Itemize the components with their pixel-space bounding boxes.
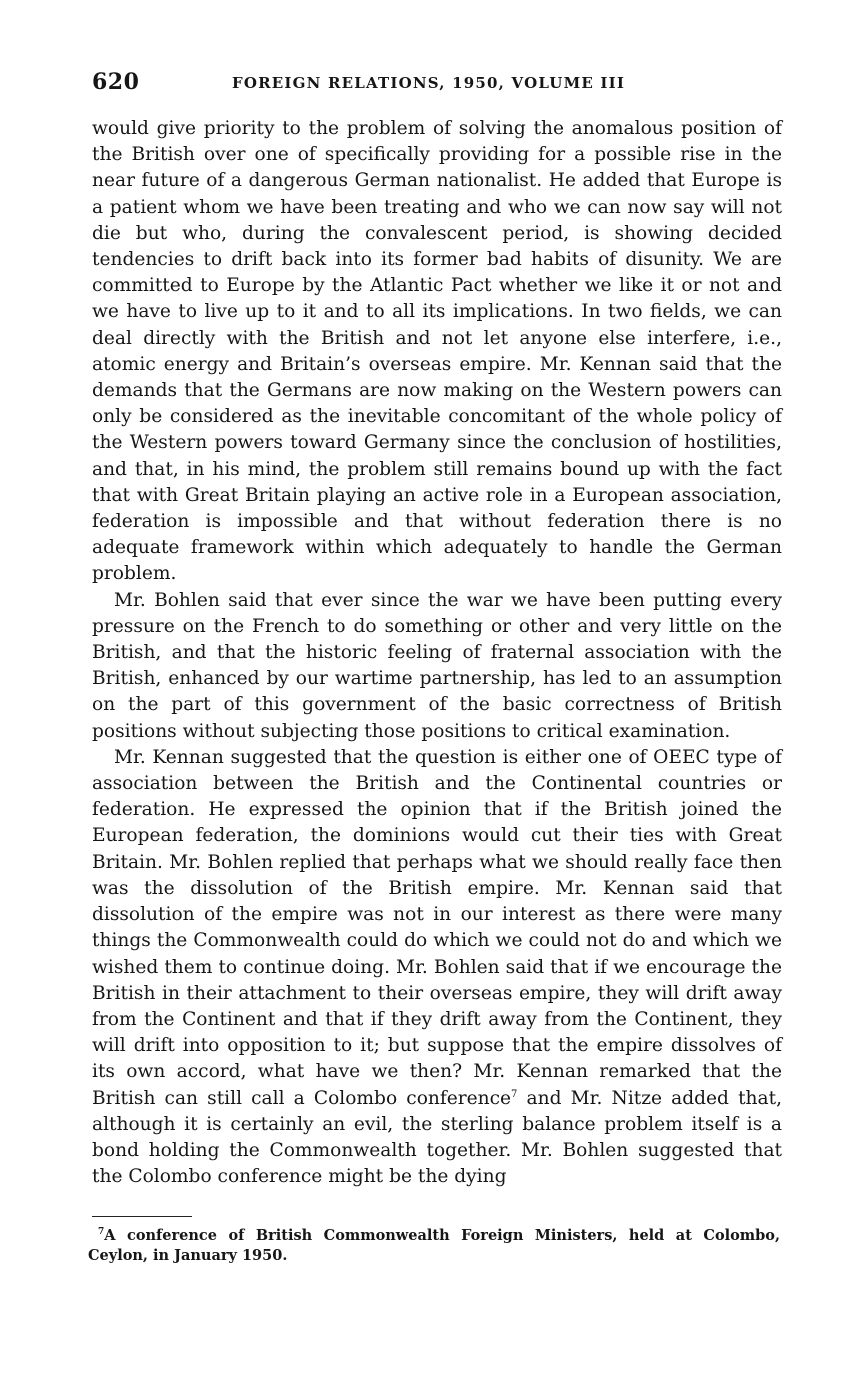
paragraph-kennan-text-1: Mr. Kennan suggested that the question is either one of OEEC type of association between the British and the Continental countries or federation. He expressed the opinion that if the British joined the European federation, the dominions would cut their ties with Great Britain. Mr. Bohlen replied that perhaps what we should really face then was the dissolution of the British empire. Mr. Kennan said that dissolution of the empire was not in our interest as there were many things the Commonwealth could do which we could not do and which we wished them to continue doing. Mr. Bohlen said that if we encourage the British in their attachment to their overseas empire, they will drift away from the Continent and that if they drift away from the Continent, they will drift into opposition to it; but suppose that the empire dissolves of its own accord, what have we then? Mr. Kennan remarked that the British can still call a Colombo conference (92, 746, 782, 1109)
body-text (92, 116, 782, 1190)
paragraph-kennan-text-2: and Mr. Nitze added that, although it is certainly an evil, the sterling balance problem itself is a bond holding the Commonwealth together. Mr. Bohlen suggested that the Colombo conference might be the dying (92, 1087, 783, 1188)
footnote (88, 1226, 780, 1266)
page-header (92, 68, 782, 96)
footnote-reference[interactable]: 7 (511, 1088, 518, 1100)
running-head: FOREIGN RELATIONS, 1950, VOLUME III (232, 74, 626, 92)
paragraph-kennan (92, 745, 782, 1190)
footnote-text: A conference of British Commonwealth Foreign Ministers, held at Colombo, Ceylon, in January 1950. (88, 1227, 780, 1264)
footnote-divider (92, 1216, 192, 1217)
footnote-mark: 7 (98, 1227, 105, 1238)
page-number: 620 (92, 69, 140, 95)
paragraph-continued: would give priority to the problem of solving the anomalous position of the British over one of specifically providing for a possible rise in the near future of a dangerous German nationalist. He added that Europe is a patient whom we have been treating and who we can now say will not die but who, during the convalescent period, is showing decided tendencies to drift back into its former bad habits of disunity. We are committed to Europe by the Atlantic Pact whether we like it or not and we have to live up to it and to all its implications. In two fields, we can deal directly with the British and not let anyone else interfere, i.e., atomic energy and Britain’s overseas empire. Mr. Kennan said that the demands that the Germans are now making on the Western powers can only be considered as the inevitable concomitant of the whole policy of the Western powers toward Germany since the conclusion of hostilities, and that, in his mind, the problem still remains bound up with the fact that with Great Britain playing an active role in a European association, federation is impossible and that without federation there is no adequate framework within which adequately to handle the German problem. (92, 118, 782, 585)
paragraph-bohlen: Mr. Bohlen said that ever since the war we have been putting every pressure on the French to do something or other and very little on the British, and that the historic feeling of fraternal association with the British, enhanced by our wartime partnership, has led to an assumption on the part of this government of the basic correctness of British positions without subjecting those positions to critical examination. (92, 589, 782, 742)
